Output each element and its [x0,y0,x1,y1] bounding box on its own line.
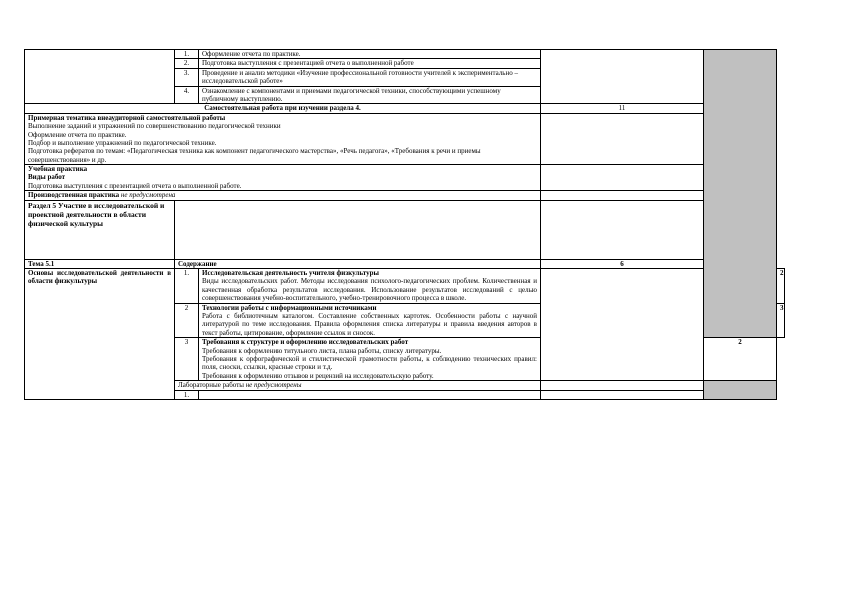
empty-cell [199,390,541,399]
task-row [25,50,785,59]
topic-item: Оформление отчета по практике. [28,130,127,139]
production-practice [25,191,541,200]
production-practice-row [25,191,785,200]
hours-cell [541,50,704,104]
mastery-level: 2 [704,338,777,381]
lab-works-value: не предусмотрены [245,381,302,390]
lab-works [175,381,541,390]
mastery-level: 3 [777,303,785,338]
production-practice-label: Производственная практика [28,191,120,200]
empty-cell [541,191,704,200]
item-body: Требования к оформлению отзывов и рецензий на исследовательскую работу. [202,371,434,380]
training-practice-row [25,165,785,191]
task-text: Оформление отчета по практике. [199,50,541,59]
topic-name: Основы исследовательской деятельности в области физкультуры [25,269,175,400]
item-body: Требования к орфографической и стилистической грамотности работы, к соблюдению технических правил: поля, сноски, ссылки, красные строки и т.д. [202,354,537,372]
item-number: 2 [175,303,199,338]
item-number: 1. [175,269,199,304]
topic-item: Подбор и выполнение упражнений по педагогической технике. [28,138,217,147]
task-number: 4. [175,86,199,104]
work-types-heading: Виды работ [28,173,66,182]
section5-row [25,200,785,259]
empty-cell [541,200,704,259]
topic-item: Выполнение заданий и упражнений по совершенствованию педагогической техники [28,122,281,131]
empty-cell [25,50,175,104]
topic-item: Подготовка рефератов по темам: «Педагогическая техника как компонент педагогического мастерства», «Речь педагога», «Требования к речи и приемы совершенствования» и др. [28,147,481,164]
production-practice-value: не предусмотрена [120,191,176,200]
task-number: 1. [175,50,199,59]
item-content [199,338,541,381]
content-item-row [25,269,785,304]
item-number: 3 [175,338,199,381]
item-title: Требования к структуре и оформлению исследовательских работ [202,338,409,347]
item-content [199,303,541,338]
mastery-level: 2 [777,269,785,304]
task-number: 2. [175,59,199,68]
empty-cell [541,269,704,381]
empty-cell [541,165,704,191]
topic-header-row [25,259,785,268]
item-body: Работа с библиотечным каталогом. Составление собственных картотек. Особенности работы с научной литературой по теме исследования. Правила оформления списка литературы и правила введения авторов в текст работы, цитирование, оформление ссылок и сносок. [202,311,537,337]
empty-cell [175,200,541,259]
item-body: Требования к оформлению титульного листа, плана работы, списку литературы. [202,346,442,355]
section5-title: Раздел 5 Участие в исследовательской и проектной деятельности в области физической культуры [25,200,175,259]
task-number: 3. [175,68,199,86]
independent-work-topics-row [25,113,785,164]
topic-label: Тема 5.1 [25,259,175,268]
independent-work-topics [25,113,541,164]
content-label: Содержание [175,259,541,268]
item-body: Виды исследовательских работ. Методы исследования психолого-педагогических проблем. Количественная и качественная обработка результатов исследования. Использование результатов исследований с целью совершенствования учебно-воспитательного, учебно-тренировочного процесса в школе. [202,277,537,303]
independent-work-title: Самостоятельная работа при изучении раздела 4. [25,104,541,113]
independent-work-hours: 11 [541,104,704,113]
empty-cell [541,390,704,399]
shaded-level-cell [704,381,777,400]
task-text: Ознакомление с компонентами и приемами педагогической техники, способствующими успешному публичному выступлению. [199,86,541,104]
task-text: Проведение и анализ методики «Изучение профессиональной готовности учителей к экспериментально – исследовательской работе» [199,68,541,86]
lab-item-number: 1. [175,390,199,399]
training-practice [25,165,541,191]
item-title: Исследовательская деятельность учителя физкультуры [202,269,379,278]
shaded-level-cell [704,50,777,338]
item-title: Технологии работы с информационными источниками [202,303,377,312]
lab-works-label: Лабораторные работы [178,381,244,390]
training-practice-item: Подготовка выступления с презентацией отчета о выполненной работе. [28,181,242,190]
training-practice-heading: Учебная практика [28,165,88,174]
curriculum-table [24,49,785,400]
item-content [199,269,541,304]
task-text: Подготовка выступления с презентацией отчета о выполненной работе [199,59,541,68]
empty-cell [541,113,704,164]
topic-hours: 6 [541,259,704,268]
topics-heading: Примерная тематика внеаудиторной самостоятельной работы [28,113,226,122]
empty-cell [541,381,704,390]
independent-work-title-row [25,104,785,113]
